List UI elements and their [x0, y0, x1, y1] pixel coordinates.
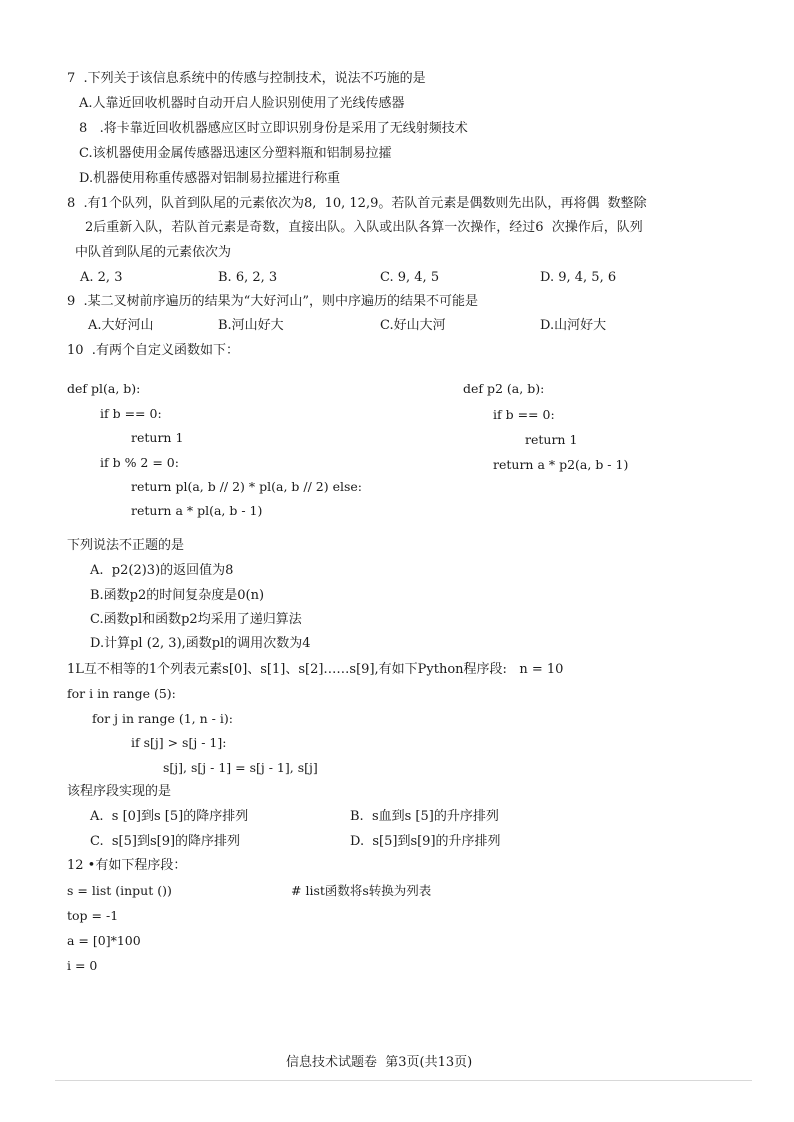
q10-code-left-line-6: return a * pl(a, b - 1)	[131, 503, 263, 518]
q11-stem: 1L互不相等的1个列表元素s[0]、s[1]、s[2]……s[9],有如下Python程序段: n = 10	[67, 662, 564, 677]
q7-option-b: 8 .将卡靠近回收机器感应区时立即识别身份是采用了无线射频技术	[79, 121, 468, 136]
q9-stem: 9 .某二叉树前序遍历的结果为“大好河山”，则中序遍历的结果不可能是	[67, 294, 478, 309]
q10-code-right-line-2: if b == 0:	[493, 407, 555, 422]
q9-option-b: B.河山好大	[218, 318, 284, 333]
q10-stem: 10 .有两个自定义函数如下：	[67, 343, 239, 358]
q10-prompt: 下列说法不正题的是	[67, 538, 185, 553]
q10-code-left-line-3: return 1	[131, 430, 184, 445]
q11-code-line-4: s[j], s[j - 1] = s[j - 1], s[j]	[163, 760, 318, 775]
q10-code-left-line-5: return pl(a, b // 2) * pl(a, b // 2) else:	[131, 479, 362, 494]
q11-code-line-3: if s[j] > s[j - 1]:	[131, 735, 227, 750]
q12-stem: 12 •有如下程序段：	[67, 858, 187, 873]
q10-code-right-line-1: def p2 (a, b):	[463, 381, 545, 396]
q8-stem-line-2: 2后重新入队，若队首元素是奇数，直接出队。入队或出队各算一次操作，经过6 次操作后，队列	[85, 220, 643, 235]
q10-option-d: D.计算pl (2, 3),函数pl的调用次数为4	[90, 636, 311, 651]
q9-option-d: D.山河好大	[540, 318, 607, 333]
q7-option-a: A.人靠近回收机器时自动开启人脸识别使用了光线传感器	[79, 96, 405, 111]
q7-option-d: D.机器使用称重传感器对铝制易拉攉进行称重	[79, 171, 341, 186]
q7-option-c: C.该机器使用金属传感器迅速区分塑料瓶和铝制易拉攉	[79, 146, 392, 161]
q8-option-c: C. 9, 4, 5	[380, 270, 440, 285]
q8-option-b: B. 6, 2, 3	[218, 270, 278, 285]
q10-code-left-line-2: if b == 0:	[100, 406, 162, 421]
q11-option-c: C. s[5]到s[9]的降序排列	[90, 834, 241, 849]
q7-stem: 7 .下列关于该信息系统中的传感与控制技术，说法不巧施的是	[67, 71, 426, 86]
q8-option-a: A. 2, 3	[80, 270, 123, 285]
q12-code-comment: # list函数将s转换为列表	[291, 883, 432, 898]
q8-option-d: D. 9, 4, 5, 6	[540, 270, 617, 285]
q11-code-line-1: for i in range (5):	[67, 686, 176, 701]
q11-option-a: A. s [0]到s [5]的降序排列	[90, 809, 249, 824]
q11-code-line-2: for j in range (1, n - i):	[92, 711, 233, 726]
q12-code-line-4: i = 0	[67, 958, 98, 973]
q10-code-left-line-1: def pl(a, b):	[67, 381, 141, 396]
q11-option-b: B. s血到s [5]的升序排列	[350, 809, 499, 824]
q10-option-a: A. p2(2)3)的返回值为8	[90, 563, 234, 578]
q11-option-d: D. s[5]到s[9]的升序排列	[350, 834, 501, 849]
footer-divider	[55, 1080, 752, 1081]
q12-code-line-1: s = list (input ())	[67, 883, 172, 898]
q12-code-line-2: top = -1	[67, 908, 119, 923]
q10-code-right-line-4: return a * p2(a, b - 1)	[493, 457, 629, 472]
q10-option-b: B.函数p2的时间复杂度是0(n)	[90, 588, 265, 603]
q12-code-line-3: a = [0]*100	[67, 933, 141, 948]
page-footer: 信息技术试题卷 第3页(共13页)	[286, 1055, 473, 1070]
q8-stem-line-1: 8 .有1个队列，队首到队尾的元素依次为8, 10, 12,9。若队首元素是偶数则先出队，再将偶 数整除	[67, 196, 647, 211]
q8-stem-line-3: 中队首到队尾的元素依次为	[75, 245, 232, 260]
q11-prompt: 该程序段实现的是	[67, 784, 172, 799]
q9-option-a: A.大好河山	[88, 318, 154, 333]
q10-code-right-line-3: return 1	[525, 432, 578, 447]
q9-option-c: C.好山大河	[380, 318, 446, 333]
q10-option-c: C.函数pl和函数p2均采用了递归算法	[90, 612, 302, 627]
q10-code-left-line-4: if b % 2 = 0:	[100, 455, 179, 470]
